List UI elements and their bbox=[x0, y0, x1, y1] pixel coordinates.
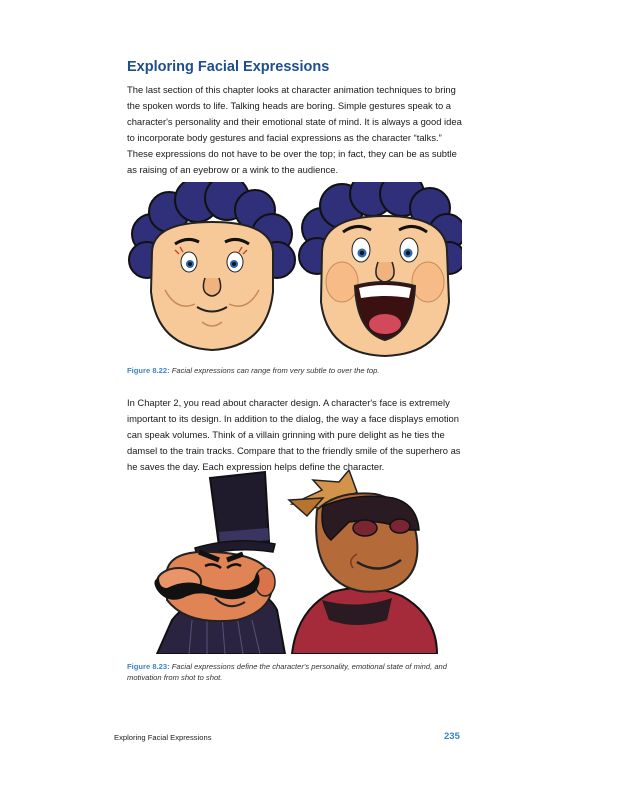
character-design-paragraph: In Chapter 2, you read about character design. A character's face is extremely important to its design. In addition to the dialog, the way a face displays emotion can speak volumes. Think of a villain grinning with pure delight as he ties the damsel to the train tracks. Compare that to the friendly smile of the superhero as he saves the day. Each expression helps define the character. bbox=[127, 397, 461, 472]
running-footer-title: Exploring Facial Expressions bbox=[114, 733, 212, 742]
page-number: 235 bbox=[444, 731, 460, 742]
subtle-expression-face bbox=[129, 182, 295, 350]
figure-8-23-label: Figure 8.23: bbox=[127, 662, 170, 671]
over-the-top-expression-face bbox=[299, 182, 462, 356]
section-title: Exploring Facial Expressions bbox=[127, 59, 330, 75]
figure-8-22-caption-text: Facial expressions can range from very subtle to over the top. bbox=[171, 366, 380, 375]
hero-character bbox=[289, 470, 437, 654]
figure-8-23-illustration bbox=[117, 470, 462, 654]
villain-character bbox=[154, 472, 285, 654]
figure-8-23-caption-text: Facial expressions define the character's personality, emotional state of mind, and motivation from shot to shot. bbox=[127, 662, 448, 682]
figure-8-22-caption bbox=[127, 366, 457, 377]
intro-paragraph: The last section of this chapter looks at character animation techniques to bring the spoken words to life. Talking heads are boring. Simple gestures speak to a character's personality and their emotional state of mind. It is always a good idea to incorporate body gestures and facial expressions as the character “talks.” These expressions do not have to be over the top; in fact, they can be as subtle as raising of an eyebrow or a wink to the audience. bbox=[127, 84, 462, 175]
figure-8-23-caption bbox=[127, 662, 457, 683]
figure-8-22-illustration bbox=[117, 182, 462, 358]
figure-8-22-label: Figure 8.22: bbox=[127, 366, 170, 375]
